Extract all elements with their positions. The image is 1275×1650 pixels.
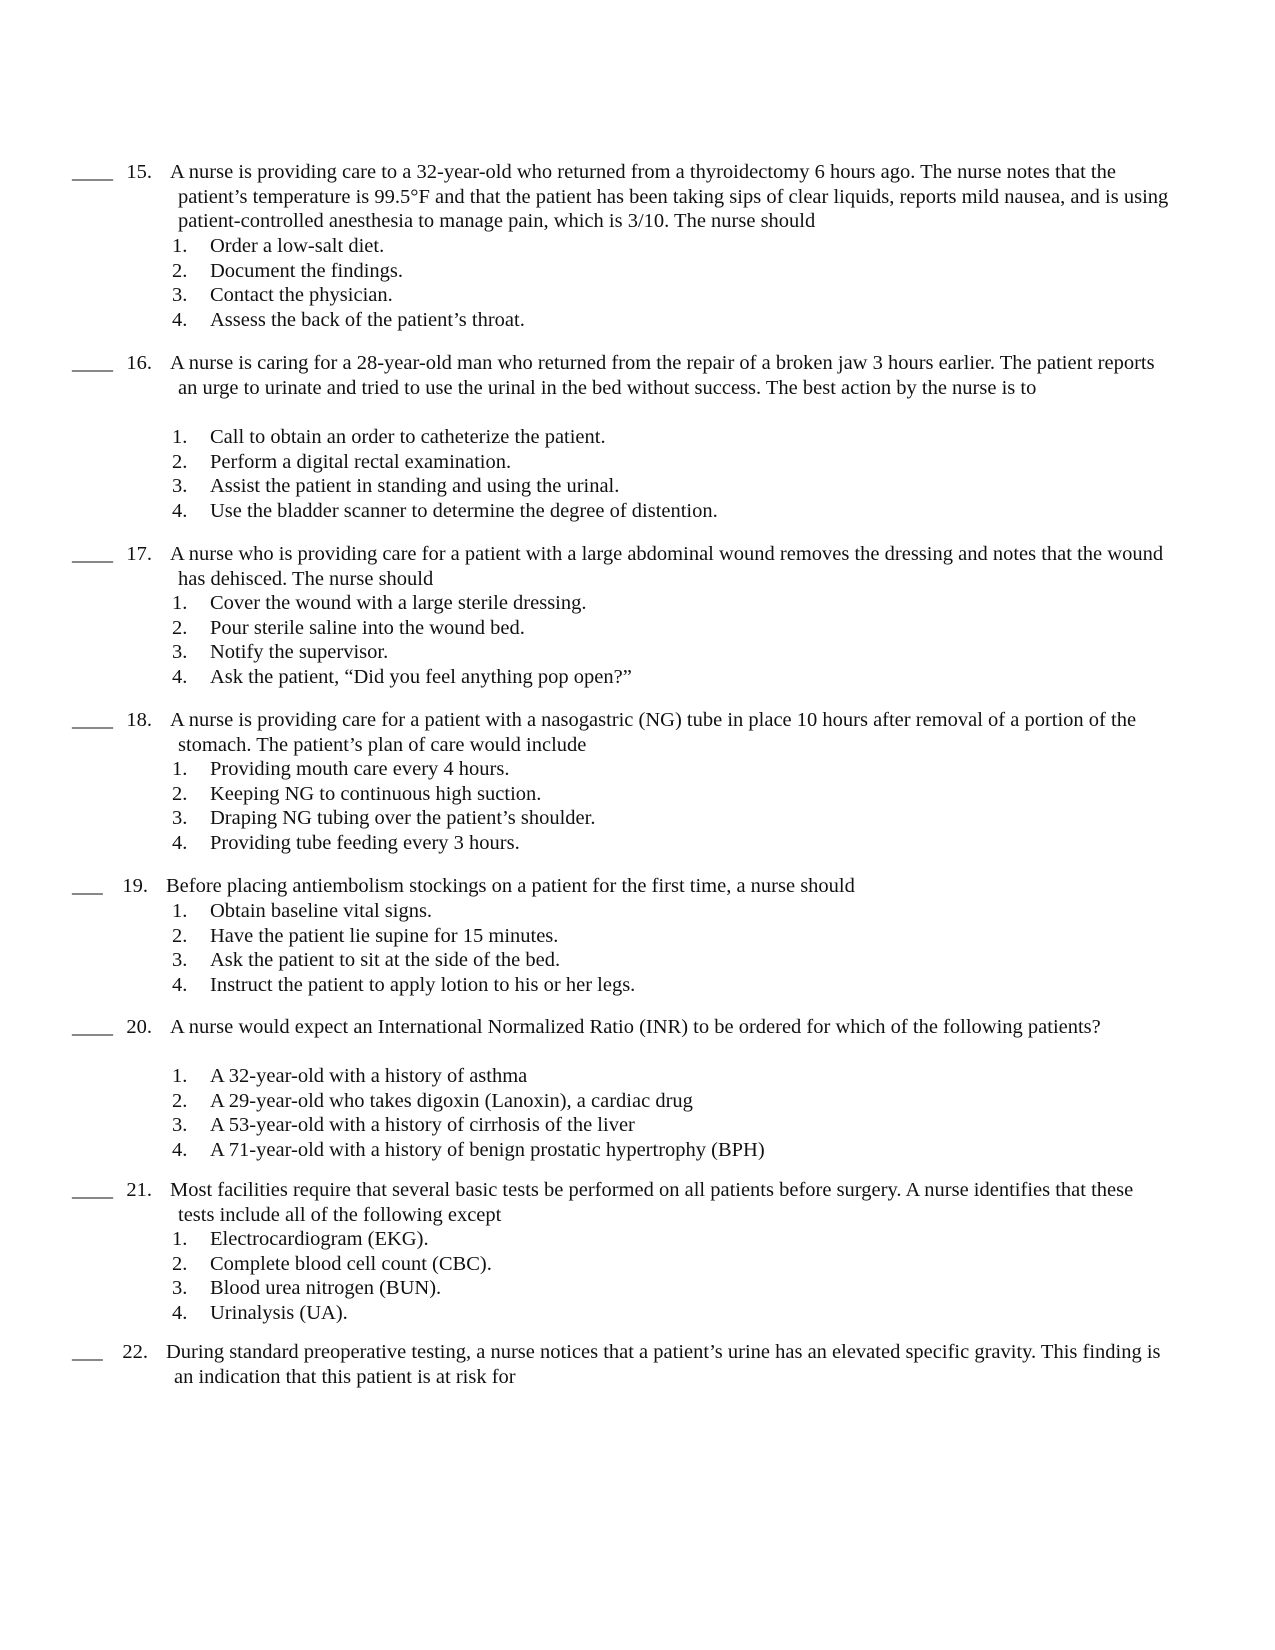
option-text: Draping NG tubing over the patient’s shoulder. bbox=[210, 807, 596, 830]
answer-blank[interactable]: ____ bbox=[72, 709, 113, 731]
question-stem: A nurse is providing care to a 32-year-old who returned from a thyroidectomy 6 hours ago. The nurse notes that the patient’s temperature is 99.5°F and that the patient has been taking sips of clear liquids, reports mild nausea, and is using patient-controlled anesthesia to manage pain, which is 3/10. The nurse should bbox=[170, 161, 1169, 233]
option-text: Call to obtain an order to catheterize the patient. bbox=[210, 426, 606, 448]
option-number: 2. bbox=[172, 616, 188, 639]
option-number: 3. bbox=[172, 807, 188, 830]
option-number: 2. bbox=[172, 259, 188, 282]
option-number: 3. bbox=[172, 641, 188, 664]
option-text: Ask the patient, “Did you feel anything pop open?” bbox=[210, 665, 632, 688]
answer-blank[interactable]: ____ bbox=[72, 1016, 113, 1038]
option-number: 1. bbox=[172, 900, 188, 922]
option-number: 4. bbox=[172, 831, 188, 854]
option-number: 1. bbox=[172, 1065, 188, 1087]
option-text: Cover the wound with a large sterile dressing. bbox=[210, 592, 587, 614]
option-text: A 29-year-old who takes digoxin (Lanoxin), a cardiac drug bbox=[210, 1089, 693, 1112]
option-text: Order a low-salt diet. bbox=[210, 235, 385, 257]
option-text: Obtain baseline vital signs. bbox=[210, 900, 433, 922]
option-text: Contact the physician. bbox=[210, 284, 393, 307]
option-number: 1. bbox=[172, 1228, 188, 1250]
option-text: Providing mouth care every 4 hours. bbox=[210, 758, 510, 780]
answer-blank[interactable]: ____ bbox=[72, 1179, 113, 1201]
option-number: 4. bbox=[172, 665, 188, 688]
answer-blank[interactable]: ___ bbox=[72, 875, 103, 897]
question-number: 15. bbox=[126, 161, 152, 183]
option-number: 1. bbox=[172, 426, 188, 448]
option-text: Blood urea nitrogen (BUN). bbox=[210, 1277, 442, 1300]
question-stem: A nurse is caring for a 28-year-old man who returned from the repair of a broken jaw 3 hours earlier. The patient reports an urge to urinate and tried to use the urinal in the bed without success. The best action by the nurse is to bbox=[170, 352, 1155, 399]
option-number: 2. bbox=[172, 924, 188, 947]
option-number: 2. bbox=[172, 782, 188, 805]
option-text: Perform a digital rectal examination. bbox=[210, 450, 512, 473]
question-number: 17. bbox=[126, 543, 152, 565]
option-text: Have the patient lie supine for 15 minutes. bbox=[210, 924, 559, 947]
option-text: Electrocardiogram (EKG). bbox=[210, 1228, 429, 1250]
option-number: 2. bbox=[172, 1252, 188, 1275]
question-number: 21. bbox=[126, 1179, 152, 1201]
option-number: 3. bbox=[172, 949, 188, 972]
option-number: 3. bbox=[172, 475, 188, 498]
answer-blank[interactable]: ____ bbox=[72, 161, 113, 183]
option-text: Notify the supervisor. bbox=[210, 641, 389, 664]
question-stem: Before placing antiembolism stockings on a patient for the first time, a nurse should bbox=[166, 875, 855, 897]
option-text: Instruct the patient to apply lotion to his or her legs. bbox=[210, 973, 636, 996]
option-text: Ask the patient to sit at the side of the bed. bbox=[210, 949, 561, 972]
question-stem: A nurse is providing care for a patient with a nasogastric (NG) tube in place 10 hours after removal of a portion of the stomach. The patient’s plan of care would include bbox=[170, 709, 1137, 756]
option-number: 2. bbox=[172, 450, 188, 473]
question-number: 20. bbox=[126, 1016, 152, 1038]
option-text: Assist the patient in standing and using the urinal. bbox=[210, 475, 620, 498]
question-number: 16. bbox=[126, 352, 152, 374]
option-number: 3. bbox=[172, 284, 188, 307]
option-text: Providing tube feeding every 3 hours. bbox=[210, 831, 520, 854]
option-number: 3. bbox=[172, 1114, 188, 1137]
option-text: Complete blood cell count (CBC). bbox=[210, 1252, 492, 1275]
option-number: 4. bbox=[172, 1301, 188, 1324]
option-text: Keeping NG to continuous high suction. bbox=[210, 782, 542, 805]
answer-blank[interactable]: ____ bbox=[72, 352, 113, 374]
question-number: 22. bbox=[122, 1341, 148, 1363]
option-text: Use the bladder scanner to determine the degree of distention. bbox=[210, 499, 718, 522]
option-text: Pour sterile saline into the wound bed. bbox=[210, 616, 525, 639]
option-number: 4. bbox=[172, 499, 188, 522]
question-stem: A nurse would expect an International Normalized Ratio (INR) to be ordered for which of the following patients? bbox=[170, 1016, 1101, 1038]
question-stem: During standard preoperative testing, a nurse notices that a patient’s urine has an elevated specific gravity. This finding is an indication that this patient is at risk for bbox=[166, 1341, 1161, 1388]
option-number: 4. bbox=[172, 1138, 188, 1161]
option-text: Document the findings. bbox=[210, 259, 404, 282]
question-number: 19. bbox=[122, 875, 148, 897]
option-number: 4. bbox=[172, 973, 188, 996]
option-text: A 32-year-old with a history of asthma bbox=[210, 1065, 528, 1087]
question-stem: A nurse who is providing care for a patient with a large abdominal wound removes the dressing and notes that the wound has dehisced. The nurse should bbox=[170, 543, 1164, 590]
option-number: 3. bbox=[172, 1277, 188, 1300]
option-number: 1. bbox=[172, 235, 188, 257]
option-text: A 71-year-old with a history of benign prostatic hypertrophy (BPH) bbox=[210, 1138, 765, 1161]
option-text: Urinalysis (UA). bbox=[210, 1301, 348, 1324]
answer-blank[interactable]: ___ bbox=[72, 1341, 103, 1363]
option-number: 4. bbox=[172, 308, 188, 331]
option-text: A 53-year-old with a history of cirrhosis of the liver bbox=[210, 1114, 635, 1137]
option-number: 1. bbox=[172, 758, 188, 780]
question-number: 18. bbox=[126, 709, 152, 731]
question-stem: Most facilities require that several basic tests be performed on all patients before surgery. A nurse identifies that these tests include all of the following except bbox=[170, 1179, 1134, 1226]
answer-blank[interactable]: ____ bbox=[72, 543, 113, 565]
option-number: 1. bbox=[172, 592, 188, 614]
option-text: Assess the back of the patient’s throat. bbox=[210, 308, 525, 331]
option-number: 2. bbox=[172, 1089, 188, 1112]
